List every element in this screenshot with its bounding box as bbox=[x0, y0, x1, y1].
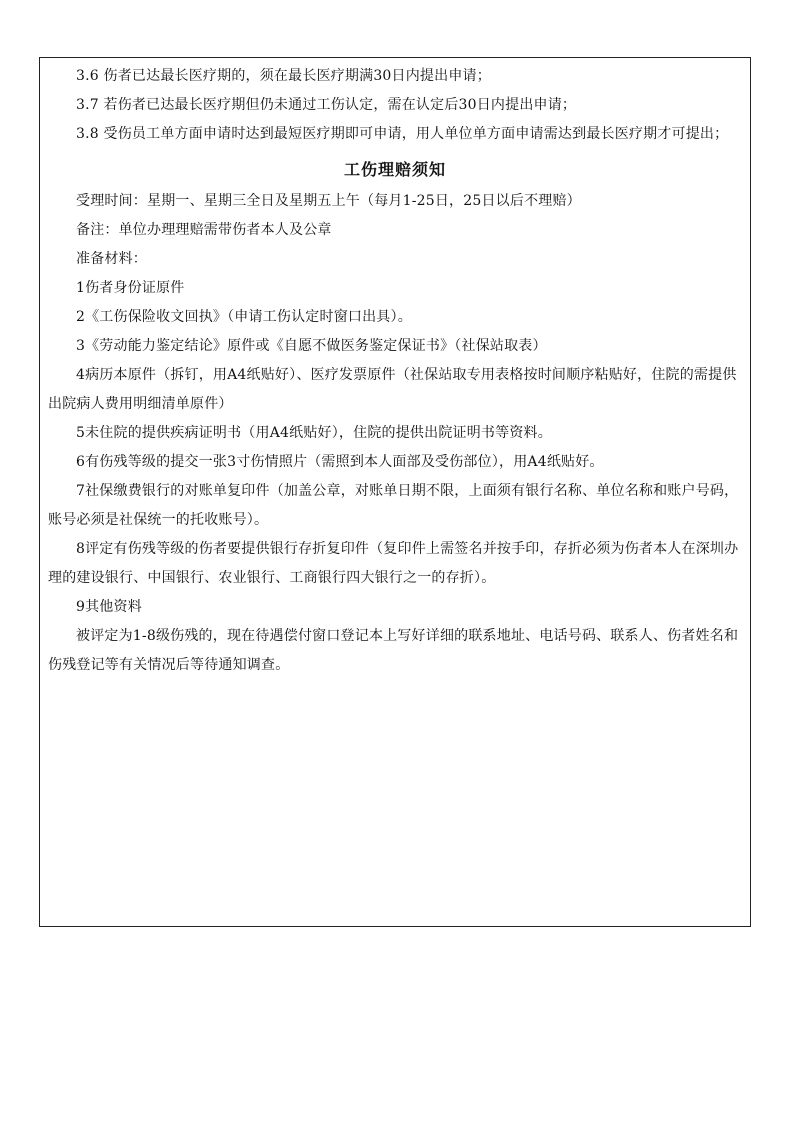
material-item-9: 9其他资料 bbox=[76, 599, 142, 615]
office-hours: 受理时间：星期一、星期三全日及星期五上午（每月1-25日，25日以后不理赔） bbox=[76, 193, 581, 209]
section-title: 工伤理赔须知 bbox=[343, 160, 446, 179]
intro-item-3-8: 3.8 受伤员工单方面申请时达到最短医疗期即可申请，用人单位单方面申请需达到最长医疗期才可提出； bbox=[76, 126, 729, 142]
material-item-5: 5未住院的提供疾病证明书（用A4纸贴好），住院的提供出院证明书等资料。 bbox=[76, 425, 552, 441]
material-item-7: 7社保缴费银行的对账单复印件（加盖公章，对账单日期不限，上面须有银行名称、单位名称和账户号码，账号必须是社保统一的托收账号）。 bbox=[48, 483, 739, 528]
material-item-4: 4病历本原件（拆钉，用A4纸贴好）、医疗发票原件（社保站取专用表格按时间顺序粘贴好，住院的需提供出院病人费用明细清单原件） bbox=[48, 367, 737, 412]
closing-paragraph: 被评定为1-8级伤残的，现在待遇偿付窗口登记本上写好详细的联系地址、电话号码、联系人、伤者姓名和伤残登记等有关情况后等待通知调查。 bbox=[48, 628, 739, 673]
materials-label: 准备材料： bbox=[76, 251, 147, 267]
material-item-3: 3《劳动能力鉴定结论》原件或《自愿不做医务鉴定保证书》（社保站取表） bbox=[76, 338, 547, 354]
intro-item-3-6: 3.6 伤者已达最长医疗期的，须在最长医疗期满30日内提出申请； bbox=[76, 68, 491, 84]
material-item-8: 8评定有伤残等级的伤者要提供银行存折复印件（复印件上需签名并按手印，存折必须为伤者本人在深圳办理的建设银行、中国银行、农业银行、工商银行四大银行之一的存折）。 bbox=[48, 541, 739, 586]
remark-note: 备注：单位办理理赔需带伤者本人及公章 bbox=[76, 222, 332, 238]
material-item-2: 2《工伤保险收文回执》（申请工伤认定时窗口出具）。 bbox=[76, 309, 412, 325]
material-item-1: 1伤者身份证原件 bbox=[76, 280, 185, 296]
material-item-6: 6有伤残等级的提交一张3寸伤情照片（需照到本人面部及受伤部位），用A4纸贴好。 bbox=[76, 454, 604, 470]
intro-item-3-7: 3.7 若伤者已达最长医疗期但仍未通过工伤认定，需在认定后30日内提出申请； bbox=[76, 97, 577, 113]
document-content bbox=[48, 62, 742, 680]
document-frame bbox=[39, 57, 751, 927]
